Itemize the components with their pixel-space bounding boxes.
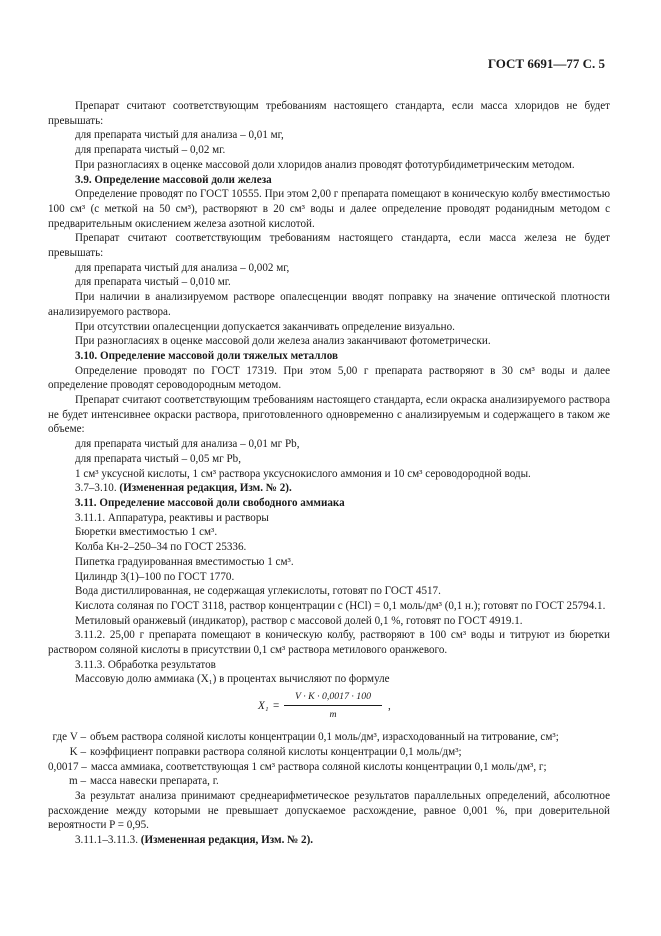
paragraph: для препарата чистый – 0,02 мг.: [75, 144, 226, 157]
paragraph: Препарат считают соответствующим требованиям настоящего стандарта, если масса хлоридов не будет превышать:: [48, 100, 610, 127]
formula-numerator: V · K · 0,0017 · 100: [294, 691, 372, 703]
paragraph: Массовую долю аммиака (X₁) в процентах вычисляют по формуле: [75, 673, 390, 686]
definition-text: масса навески препарата, г.: [90, 775, 219, 788]
formula: [48, 690, 610, 724]
edition-note: [48, 481, 610, 496]
edition-range: 3.11.1–3.11.3.: [75, 834, 138, 847]
section-heading-3-10: 3.10. Определение массовой доли тяжелых металлов: [75, 349, 339, 362]
edition-text: (Измененная редакция, Изм. № 2).: [119, 482, 292, 495]
formula-fraction-bar: [284, 705, 382, 706]
definition-row: [48, 745, 610, 760]
edition-range: 3.7–3.10.: [75, 482, 117, 495]
paragraph: Бюретки вместимостью 1 см³.: [75, 526, 218, 539]
paragraph: Определение проводят по ГОСТ 17319. При этом 5,00 г препарата растворяют в 30 см³ воды и далее определение проводят сероводородным методом.: [48, 364, 610, 392]
paragraph: Метиловый оранжевый (индикатор), раствор с массовой долей 0,1 %, готовят по ГОСТ 4919.1.: [75, 614, 523, 627]
definition-text: масса аммиака, соответствующая 1 см³ раствора соляной кислоты концентрации 0,1 моль/дм³, г;: [90, 760, 547, 773]
paragraph: для препарата чистый – 0,05 мг Pb,: [75, 452, 241, 465]
definition-text: коэффициент поправки раствора соляной кислоты концентрации 0,1 моль/дм³;: [90, 745, 462, 758]
definition-symbol: где V –: [52, 731, 86, 744]
edition-text: (Измененная редакция, Изм. № 2).: [140, 834, 314, 847]
paragraph: При отсутствии опалесценции допускается заканчивать определение визуально.: [75, 320, 455, 333]
paragraph: для препарата чистый для анализа – 0,01 мг,: [75, 129, 284, 142]
paragraph: Определение проводят по ГОСТ 10555. При этом 2,00 г препарата помещают в коническую колбу вместимостью 100 см³ (с меткой на 50 см³), растворяют в 20 см³ воды и далее определение проводят роданидным методом с предварительным окислением железа азотной кислотой.: [48, 188, 610, 230]
section-heading-3-9: 3.9. Определение массовой доли железа: [75, 173, 272, 186]
edition-note: [48, 833, 610, 848]
formula-denominator: m: [329, 709, 337, 721]
document-body: [48, 99, 610, 848]
paragraph: для препарата чистый для анализа – 0,01 мг Pb,: [75, 438, 300, 451]
paragraph: При разногласиях в оценке массовой доли железа анализ заканчивают фотометрически.: [75, 335, 491, 348]
paragraph: Колба Кн-2–250–34 по ГОСТ 25336.: [75, 541, 247, 554]
formula-equals: =: [273, 700, 280, 713]
paragraph: 3.11.2. 25,00 г препарата помещают в коническую колбу, растворяют в 100 см³ воды и титруют из бюретки раствором соляной кислоты в присутствии 0,1 см³ раствора метилового оранжевого.: [48, 629, 610, 657]
section-heading-3-11: 3.11. Определение массовой доли свободного аммиака: [75, 496, 345, 509]
paragraph: При разногласиях в оценке массовой доли хлоридов анализ проводят фототурбидиметрическим методом.: [75, 158, 575, 171]
paragraph: При наличии в анализируемом растворе опалесценции вводят поправку на значение оптической плотности анализируемого раствора.: [48, 291, 610, 318]
formula-lhs: X₁: [258, 700, 269, 713]
definition-symbol: m –: [69, 775, 86, 788]
definition-text: объем раствора соляной кислоты концентрации 0,1 моль/дм³, израсходованный на титрование, см³;: [90, 731, 559, 744]
formula-comma: ,: [388, 700, 391, 713]
paragraph: 3.11.3. Обработка результатов: [75, 658, 216, 671]
paragraph: Препарат считают соответствующим требованиям настоящего стандарта, если масса железа не будет превышать:: [48, 232, 610, 260]
definition-row: [48, 730, 610, 745]
definition-symbol: K –: [69, 745, 86, 758]
definition-symbol: 0,0017 –: [48, 760, 87, 773]
paragraph: Кислота соляная по ГОСТ 3118, раствор концентрации c (HCl) = 0,1 моль/дм³ (0,1 н.); готовят по ГОСТ 25794.1.: [75, 599, 606, 612]
paragraph: для препарата чистый – 0,010 мг.: [75, 276, 231, 289]
paragraph: 3.11.1. Аппаратура, реактивы и растворы: [75, 511, 269, 524]
paragraph: Цилиндр 3(1)–100 по ГОСТ 1770.: [75, 570, 235, 583]
paragraph: Пипетка градуированная вместимостью 1 см³.: [75, 555, 294, 568]
paragraph: За результат анализа принимают среднеарифметическое результатов параллельных определений, абсолютное расхождение между которыми не превышает допускаемое расхождение, равное 0,001 %, при доверительной вероятности P = 0,95.: [48, 789, 610, 832]
page-header: ГОСТ 6691—77 С. 5: [487, 56, 605, 71]
definition-row: [48, 774, 610, 789]
definition-row: [48, 760, 610, 775]
paragraph: 1 см³ уксусной кислоты, 1 см³ раствора уксуснокислого аммония и 10 см³ сероводородной воды.: [75, 467, 531, 480]
paragraph: Вода дистиллированная, не содержащая углекислоты, готовят по ГОСТ 4517.: [75, 585, 441, 598]
paragraph: для препарата чистый для анализа – 0,002 мг,: [75, 261, 290, 274]
paragraph: Препарат считают соответствующим требованиям настоящего стандарта, если окраска анализируемого раствора не будет интенсивнее окраски раствора, приготовленного одновременно с анализируемым и содержащего в таком же объеме:: [48, 394, 610, 436]
